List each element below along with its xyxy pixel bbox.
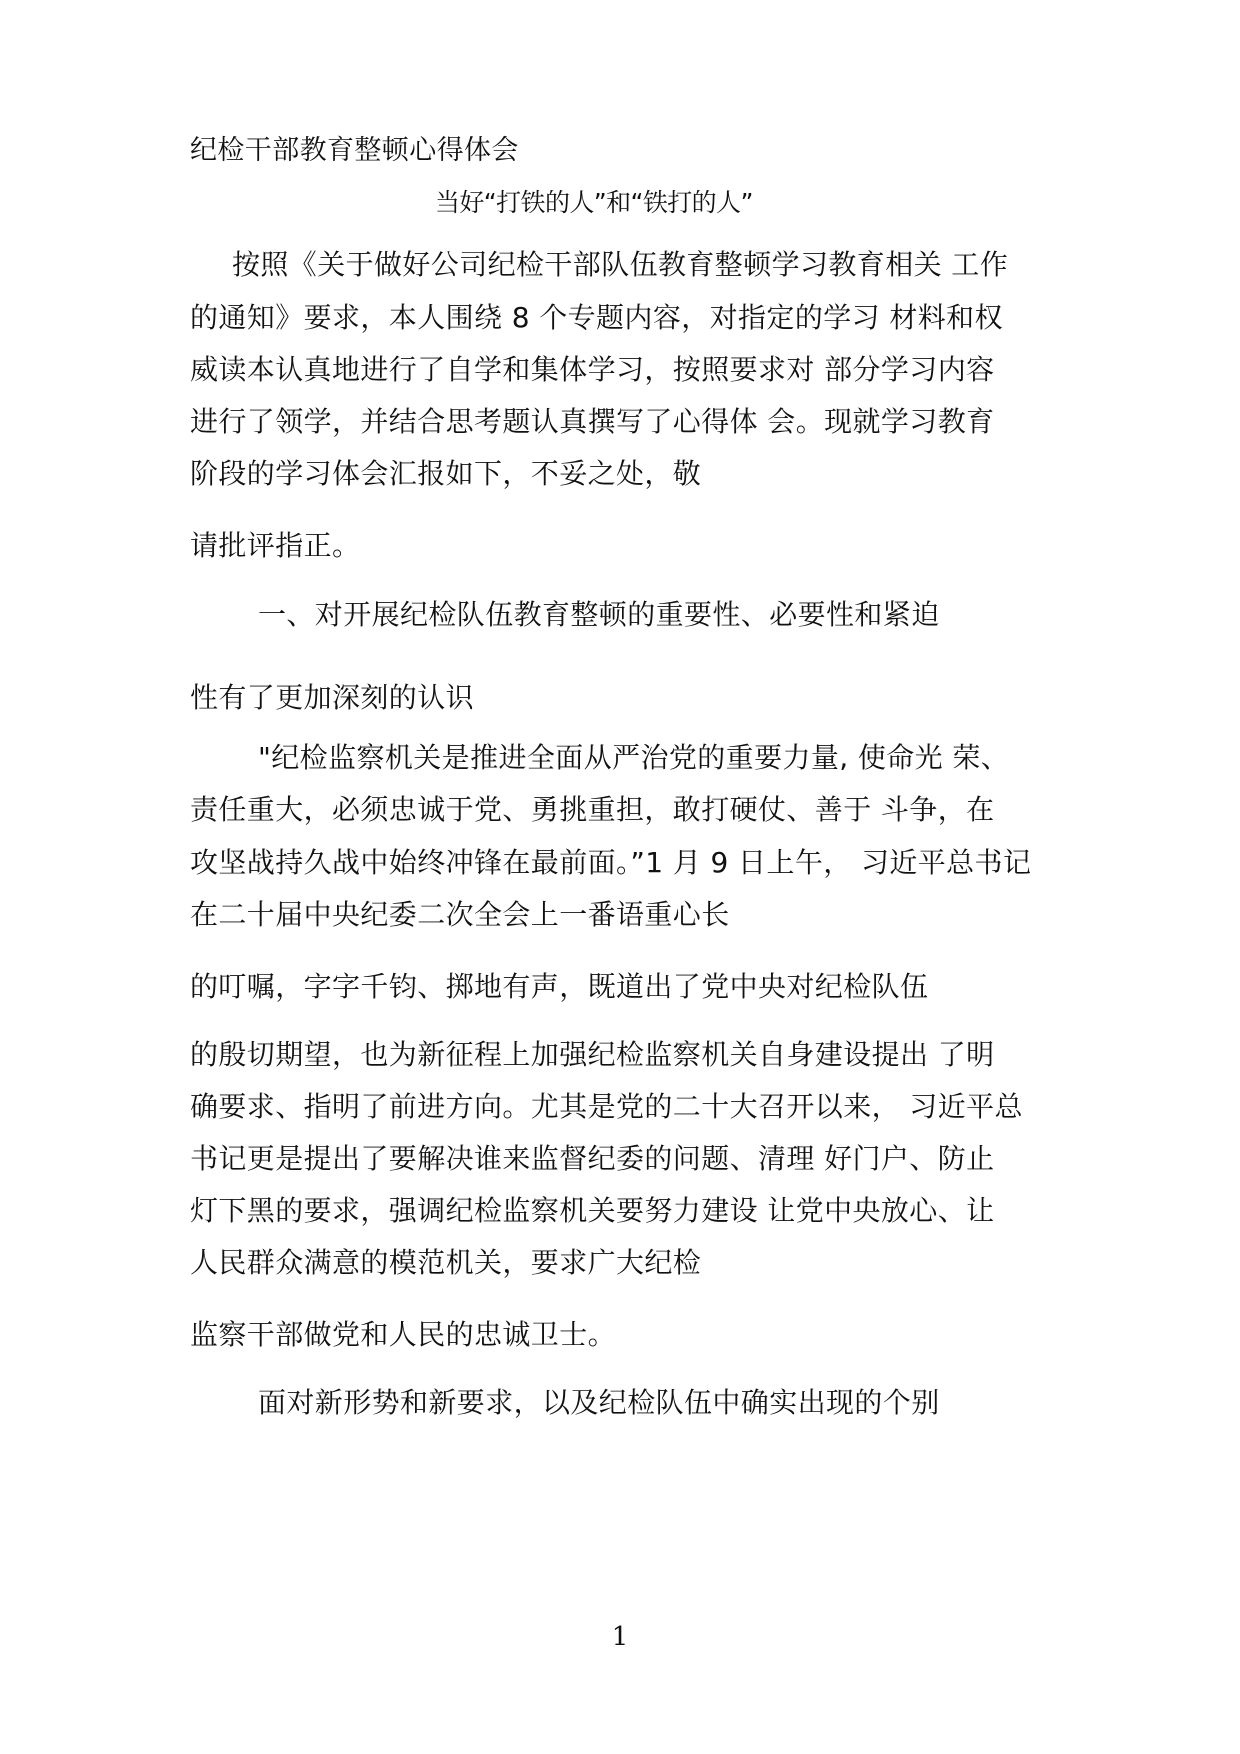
body-line-12: 的殷切期望，也为新征程上加强纪检监察机关自身建设提出 了明 <box>190 1038 995 1071</box>
section-heading-line-2: 性有了更加深刻的认识 <box>190 681 475 714</box>
body-line-17: 监察干部做党和人民的忠诚卫士。 <box>190 1318 617 1351</box>
body-line-13: 确要求、指明了前进方向。尤其是党的二十大召开以来， 习近平总 <box>190 1090 1023 1123</box>
page-number: 1 <box>611 1622 629 1652</box>
body-line-16: 人民群众满意的模范机关，要求广大纪检 <box>190 1246 702 1279</box>
body-line-14: 书记更是提出了要解决谁来监督纪委的问题、清理 好门户、防止 <box>190 1142 995 1175</box>
body-line-6: 请批评指正。 <box>190 529 361 562</box>
body-line-8: 责任重大，必须忠诚于党、勇挑重担，敢打硬仗、善于 斗争，在 <box>190 793 995 826</box>
body-line-9: 攻坚战持久战中始终冲锋在最前面。”1 月 9 日上午， 习近平总书记 <box>190 846 1032 879</box>
body-line-18: 面对新形势和新要求，以及纪检队伍中确实出现的个别 <box>258 1386 940 1419</box>
body-line-15: 灯下黑的要求，强调纪检监察机关要努力建设 让党中央放心、让 <box>190 1194 995 1227</box>
body-line-3: 威读本认真地进行了自学和集体学习，按照要求对 部分学习内容 <box>190 353 995 386</box>
body-line-7: "纪检监察机关是推进全面从严治党的重要力量, 使命光 荣、 <box>258 741 1010 774</box>
body-line-5: 阶段的学习体会汇报如下，不妥之处，敬 <box>190 457 702 490</box>
body-line-4: 进行了领学，并结合思考题认真撰写了心得体 会。现就学习教育 <box>190 405 995 438</box>
body-line-11: 的叮嘱，字字千钧、掷地有声，既道出了党中央对纪检队伍 <box>190 970 929 1003</box>
document-title: 纪检干部教育整顿心得体会 <box>190 135 519 166</box>
section-heading-line-1: 一、对开展纪检队伍教育整顿的重要性、必要性和紧迫 <box>258 598 940 631</box>
body-line-2: 的通知》要求，本人围绕 8 个专题内容，对指定的学习 材料和权 <box>190 301 1003 334</box>
document-subtitle: 当好“打铁的人”和“铁打的人” <box>435 188 753 217</box>
body-line-1: 按照《关于做好公司纪检干部队伍教育整顿学习教育相关 工作 <box>232 248 1009 281</box>
body-line-10: 在二十届中央纪委二次全会上一番语重心长 <box>190 898 730 931</box>
